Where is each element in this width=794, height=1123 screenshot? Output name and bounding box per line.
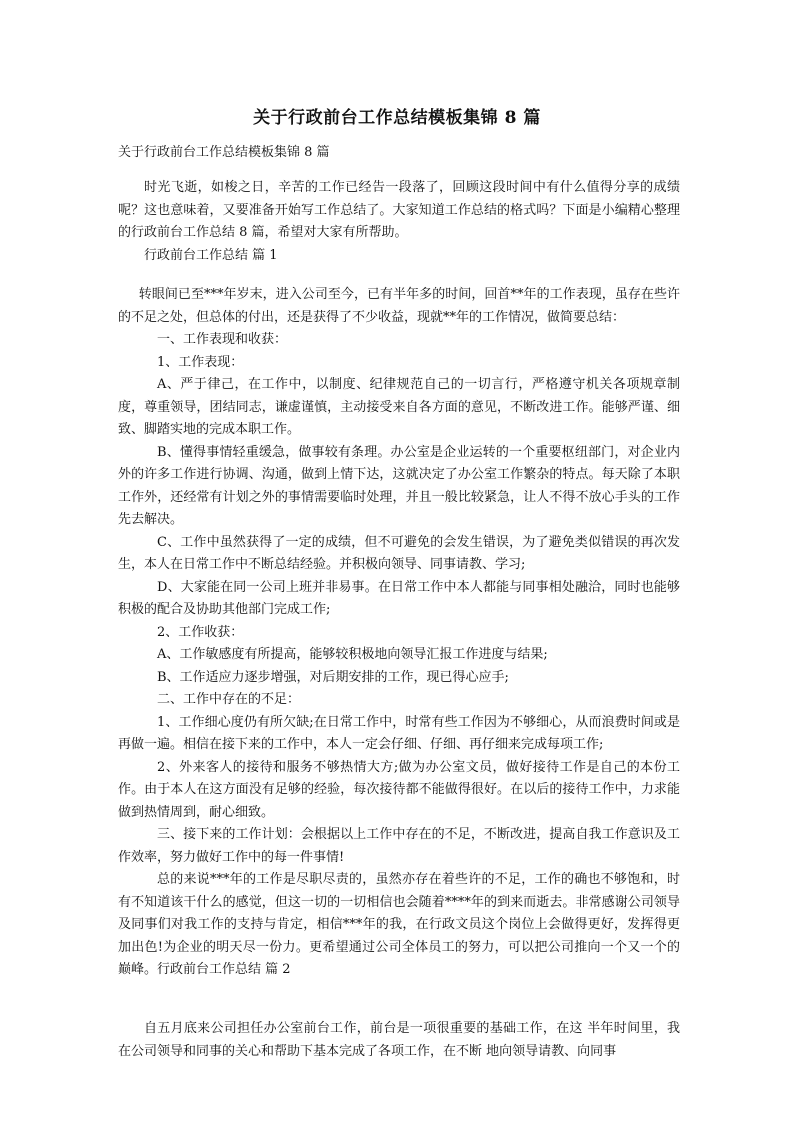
- section-heading: 行政前台工作总结 篇 1: [144, 247, 278, 263]
- section-1-body: [118, 284, 680, 982]
- paragraph: C、工作中虽然获得了一定的成绩，但不可避免的会发生错误，为了避免类似错误的再次发生，本人在日常工作中不断总结经验。并积极向领导、同事请教、学习;: [118, 534, 680, 572]
- paragraph: 转眼间已至***年岁末，进入公司至今，已有半年多的时间，回首**年的工作表现，虽存在些许的不足之处，但总体的付出，还是获得了不少收益，现就**年的工作情况，做简要总结：: [118, 287, 680, 325]
- heading: 二、工作中存在的不足：: [157, 692, 301, 707]
- document-title: 关于行政前台工作总结模板集锦 8 篇: [253, 108, 541, 128]
- paragraph: 2、外来客人的接待和服务不够热情大方;做为办公室文员，做好接待工作是自己的本份工作。由于本人在这方面没有足够的经验，每次接待都不能做得很好。在以后的接待工作中，力求能做到热情周到，耐心细致。: [118, 759, 680, 820]
- subheading: 1、工作表现：: [157, 354, 244, 370]
- document-subtitle: 关于行政前台工作总结模板集锦 8 篇: [118, 145, 330, 160]
- intro-paragraph: 时光飞逝，如梭之日，辛苦的工作已经告一段落了，回顾这段时间中有什么值得分享的成绩呢？这也意味着，又要准备开始写工作总结了。大家知道工作总结的格式吗？下面是小编精心整理的行政前台工作总结 8 篇，希望对大家有所帮助。: [118, 180, 680, 240]
- paragraph: B、懂得事情轻重缓急，做事较有条理。办公室是企业运转的一个重要枢纽部门，对企业内外的许多工作进行协调、沟通，做到上情下达，这就决定了办公室工作繁杂的特点。每天除了本职工作外，还经常有计划之外的事情需要临时处理，并且一般比较紧急，让人不得不放心手头的工作先去解决。: [118, 444, 680, 527]
- heading: 三、接下来的工作计划：会根据以上工作中存在的不足，不断改进，提高自我工作意识及工作效率，努力做好工作中的每一件事情!: [118, 827, 680, 865]
- paragraph: A、严于律己，在工作中，以制度、纪律规范自己的一切言行，严格遵守机关各项规章制度，尊重领导，团结同志，谦虚谨慎，主动接受来自各方面的意见，不断改进工作。能够严谨、细致、脚踏实地的完成本职工作。: [118, 377, 680, 437]
- heading: 一、工作表现和收获：: [157, 332, 288, 347]
- paragraph: D、大家能在同一公司上班并非易事。在日常工作中本人都能与同事相处融洽，同时也能够积极的配合及协助其他部门完成工作;: [118, 579, 680, 617]
- paragraph: 自五月底来公司担任办公室前台工作，前台是一项很重要的基础工作，在这 半年时间里，我在公司领导和同事的关心和帮助下基本完成了各项工作，在不断 地向领导请教、向同事: [118, 1021, 680, 1059]
- subheading: 2、工作收获：: [157, 624, 244, 640]
- paragraph: B、工作适应力逐步增强，对后期安排的工作，现已得心应手;: [157, 669, 509, 685]
- section-2-body: [118, 1018, 680, 1063]
- paragraph: 总的来说***年的工作是尽职尽责的，虽然亦存在着些许的不足，工作的确也不够饱和，时有不知道该干什么的感觉，但这一切的一切相信也会随着****年的到来而逝去。非常感谢公司领导及同事们对我工作的支持与肯定，相信***年的我，在行政文员这个岗位上会做得更好，发挥得更加出色!为企业的明天尽一份力。更希望通过公司全体员工的努力，可以把公司推向一个又一个的巅峰。行政前台工作总结 篇 2: [118, 872, 680, 977]
- paragraph: A、工作敏感度有所提高，能够较积极地向领导汇报工作进度与结果;: [157, 647, 548, 662]
- paragraph: 1、工作细心度仍有所欠缺;在日常工作中，时常有些工作因为不够细心，从而浪费时间或是再做一遍。相信在接下来的工作中，本人一定会仔细、仔细、再仔细来完成每项工作;: [118, 714, 680, 752]
- intro-block: [118, 177, 680, 267]
